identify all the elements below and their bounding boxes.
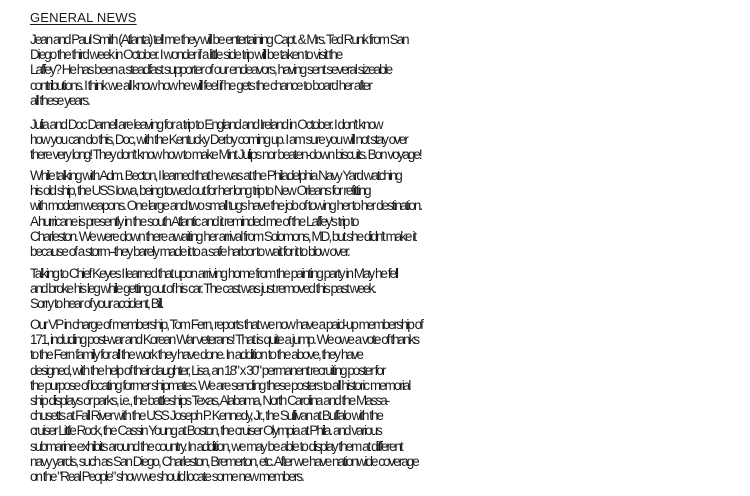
paragraph-uss-iowa	[30, 168, 750, 259]
text-line: the purpose of locating former shipmates. We are sending these posters to all historic memorial	[30, 377, 410, 393]
text-line: on the "Real People" show we should locate some new members.	[30, 468, 303, 484]
text-line: contributions. I think we all know how he will feel if he gets the chance to board her after	[30, 77, 371, 93]
text-line: with modern weapons. One large and two small tugs have the job of towing her to her destination.	[30, 198, 422, 214]
paragraph-darnell-trip	[30, 117, 750, 163]
text-line: there very long! They don't know how to make Mint Julips nor beaten-down biscuits. Bon voyage!	[30, 147, 421, 163]
text-line: designed, with the help of their daughter, Lisa, an 18" x 30" permanent recruiting poster for	[30, 362, 385, 378]
text-line: to the Fern family for all the work they have done. In addition to the above, they have	[30, 347, 363, 363]
text-line: A hurricane is presently in the south Atlantic and it reminded me of the Laffey's trip to	[30, 213, 358, 229]
text-line: and broke his leg while getting out of his car. The cast was just removed this past week.	[30, 281, 375, 297]
text-line: how you can do this, Doc, with the Kentucky Derby coming up. I am sure you will not stay over	[30, 132, 407, 148]
text-line: Laffey? He has been a steadfast supporter of our endeavors, having sent several sizeable	[30, 62, 392, 78]
text-line: submarine exhibits around the country. In addition, we may be able to display them at different	[30, 438, 402, 454]
text-line: Diego the third week in October. I wonder if a little side trip will be taken to visit the	[30, 47, 342, 63]
text-line: While talking with Adm. Becton, I learned that he was at the Philadelphia Navy Yard watching	[30, 168, 401, 183]
text-line: cruiser Little Rock, the Cassin Young at Boston, the cruiser Olympia at Phila. and various	[30, 423, 381, 439]
text-line: because of a storm--they barely made it to a safe harbor to wait for it to blow over.	[30, 243, 349, 259]
text-line: Jean and Paul Smith (Atlanta) tell me they will be entertaining Capt. & Mrs. Ted Runk from San	[30, 32, 408, 47]
text-line: Our VP in charge of membership, Tom Fern, reports that we now have a paid-up membership of	[30, 317, 422, 332]
text-line: Charleston. We were down there awaiting her arrival from Solomons, MD, but she didn't make it	[30, 228, 416, 244]
text-line: chusetts at Fall River with the USS Joseph P. Kennedy, Jr., the Sullivan at Buffalo with the	[30, 408, 383, 424]
text-line: his old ship, the USS Iowa, being towed out for her long trip to New Orleans for refitting	[30, 183, 370, 199]
text-line: Talking to Chief Keyes I learned that upon arriving home from the painting party in May he fell	[30, 266, 398, 281]
section-heading: GENERAL NEWS	[30, 10, 137, 25]
text-line: all these years.	[30, 92, 89, 108]
text-line: navy yards, such as San Diego, Charleston, Bremerton, etc. After we have nationwide coverage	[30, 453, 418, 469]
text-line: ship displays or parks, i.e., the battleships Texas, Alabama, North Carolina and the Massa-	[30, 392, 389, 408]
paragraph-chief-keyes	[30, 266, 750, 312]
paragraph-smith-runk	[30, 32, 750, 108]
text-line: Julia and Doc Darnell are leaving for a trip to England and Ireland in October. I don't know	[30, 117, 382, 132]
text-line: 171, including post-war and Korean War veterans! That is quite a jump. We owe a vote of thanks	[30, 332, 419, 348]
paragraph-membership	[30, 317, 750, 484]
text-line: Sorry to hear of your accident, Bill.	[30, 296, 163, 312]
